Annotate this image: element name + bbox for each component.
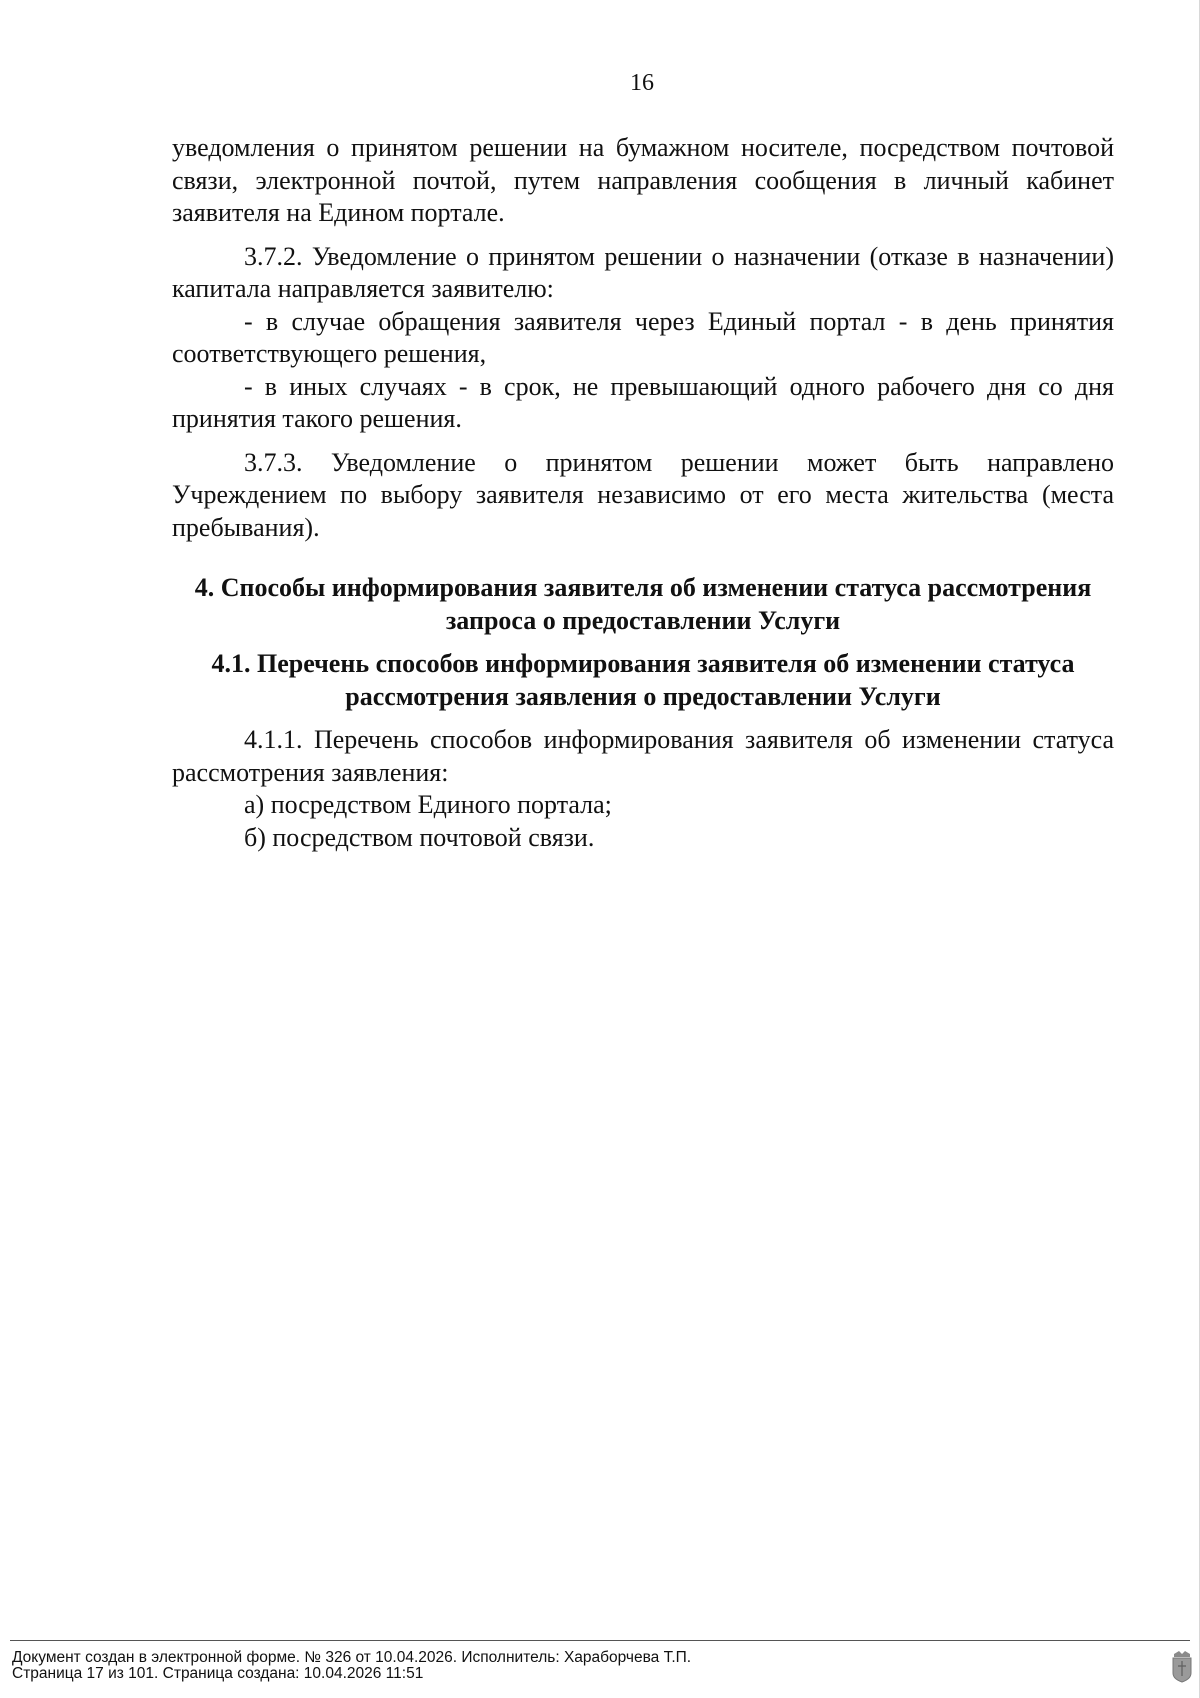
paragraph: уведомления о принятом решении на бумажном носителе, посредством почтовой связи, электронной почтой, путем направления сообщения в личный кабинет заявителя на Едином портале. (172, 133, 1114, 227)
footer-divider (10, 1640, 1190, 1641)
list-item: а) посредством Единого портала; (244, 790, 612, 819)
subsection-heading: 4.1. Перечень способов информирования заявителя об изменении статуса рассмотрения заявления о предоставлении Услуги (211, 649, 1075, 711)
list-item: б) посредством почтовой связи. (244, 822, 595, 852)
footer-line: Страница 17 из 101. Страница создана: 10.04.2026 11:51 (12, 1665, 424, 1682)
paragraph: 4.1.1. Перечень способов информирования заявителя об изменении статуса рассмотрения заявления: (172, 725, 1114, 787)
footer-line: Документ создан в электронной форме. № 326 от 10.04.2026. Исполнитель: Хараборчева Т.П. (12, 1649, 692, 1666)
page-number: 16 (630, 70, 654, 96)
document-body (172, 132, 1114, 854)
paragraph: 3.7.2. Уведомление о принятом решении о назначении (отказе в назначении) капитала направляется заявителю: (172, 241, 1114, 303)
footer-text (12, 1650, 691, 1682)
document-footer (0, 1640, 1200, 1698)
coat-of-arms-icon (1171, 1649, 1193, 1683)
section-heading: 4. Способы информирования заявителя об изменении статуса рассмотрения запроса о предоставлении Услуги (194, 573, 1092, 635)
paragraph: - в случае обращения заявителя через Единый портал - в день принятия соответствующего решения, (172, 306, 1114, 368)
paragraph: - в иных случаях - в срок, не превышающий одного рабочего дня со дня принятия такого решения. (172, 371, 1114, 433)
paragraph: 3.7.3. Уведомление о принятом решении может быть направлено Учреждением по выбору заявителя независимо от его места жительства (места пребывания). (172, 447, 1114, 542)
